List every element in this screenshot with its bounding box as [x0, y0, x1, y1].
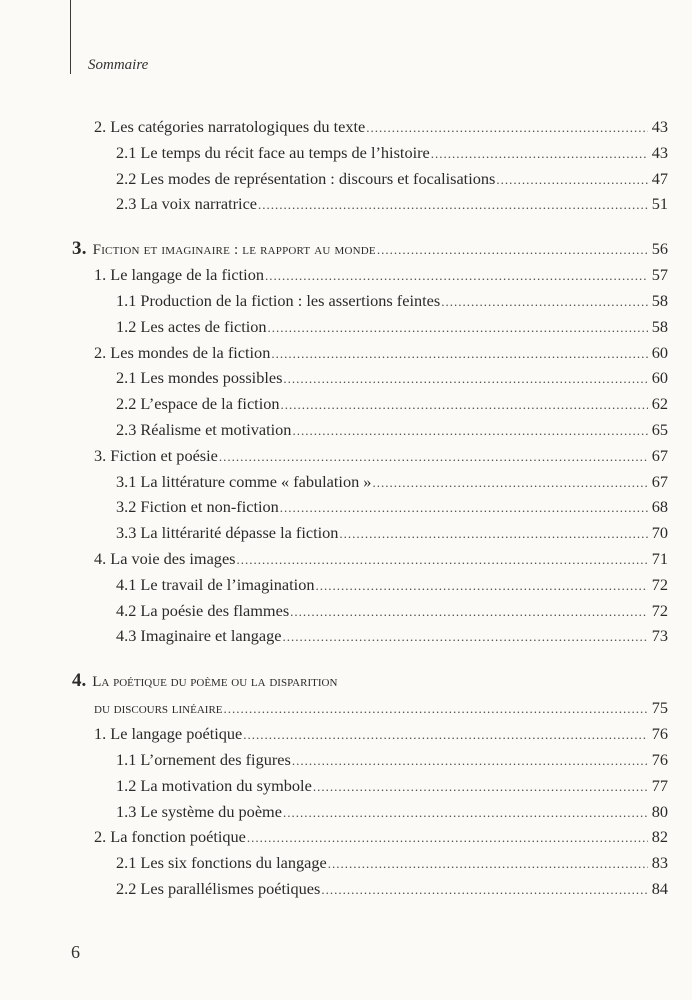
leader-dots — [496, 167, 648, 193]
toc-entry — [72, 520, 668, 546]
leader-dots — [292, 418, 648, 444]
toc-entry — [72, 288, 668, 314]
leader-dots — [281, 392, 648, 418]
leader-dots — [219, 444, 648, 470]
toc-entry-page: 76 — [651, 724, 668, 744]
toc-group-4 — [72, 721, 668, 902]
toc-entry-page: 72 — [651, 574, 668, 594]
leader-dots — [271, 341, 648, 367]
toc-entry — [72, 365, 668, 391]
toc-entry-page: 83 — [651, 853, 668, 873]
leader-dots — [315, 573, 648, 599]
toc-group-3 — [72, 262, 668, 649]
leader-dots — [280, 495, 648, 521]
chapter-3-heading — [72, 235, 668, 262]
toc-entry-label: 4. La voie des images — [94, 548, 236, 568]
leader-dots — [258, 192, 648, 218]
toc-entry-page: 60 — [651, 368, 668, 388]
toc-entry-label: 2.1 Les six fonctions du langage — [116, 853, 327, 873]
leader-dots — [313, 774, 648, 800]
toc-entry-page: 51 — [651, 194, 668, 214]
toc-entry-page: 58 — [651, 290, 668, 310]
table-of-contents — [72, 114, 668, 902]
toc-entry-label: 1.1 Production de la fiction : les assertions feintes — [116, 290, 441, 310]
leader-dots — [247, 825, 648, 851]
toc-entry-label: 3.1 La littérature comme « fabulation » — [116, 471, 372, 491]
toc-entry-label: 2. Les mondes de la fiction — [94, 342, 271, 362]
leader-dots — [224, 695, 649, 722]
toc-group-1 — [72, 114, 668, 217]
toc-entry — [72, 314, 668, 340]
toc-entry-page: 68 — [651, 497, 668, 517]
leader-dots — [237, 547, 648, 573]
leader-dots — [441, 289, 648, 315]
leader-dots — [366, 115, 648, 141]
toc-entry-page: 65 — [651, 419, 668, 439]
chapter-title-cont: du discours linéaire — [94, 701, 223, 718]
toc-entry-label: 3. Fiction et poésie — [94, 445, 218, 465]
toc-entry-page: 57 — [651, 265, 668, 285]
toc-entry — [72, 191, 668, 217]
toc-entry-label: 3.3 La littérarité dépasse la fiction — [116, 523, 339, 543]
toc-entry-page: 84 — [651, 878, 668, 898]
toc-entry — [72, 391, 668, 417]
toc-entry — [72, 572, 668, 598]
toc-entry-label: 4.3 Imaginaire et langage — [116, 626, 282, 646]
toc-entry-page: 70 — [651, 523, 668, 543]
toc-entry — [72, 166, 668, 192]
toc-entry-page: 72 — [651, 600, 668, 620]
leader-dots — [265, 263, 648, 289]
toc-entry-label: 2.1 Le temps du récit face au temps de l’histoire — [116, 142, 430, 162]
toc-entry-page: 58 — [651, 316, 668, 336]
leader-dots — [282, 624, 648, 650]
toc-entry-page: 43 — [651, 142, 668, 162]
leader-dots — [339, 521, 648, 547]
toc-entry — [72, 469, 668, 495]
toc-entry — [72, 340, 668, 366]
toc-entry-label: 1.3 Le système du poème — [116, 801, 282, 821]
toc-entry — [72, 824, 668, 850]
toc-entry-page: 77 — [651, 775, 668, 795]
leader-dots — [290, 599, 648, 625]
toc-entry-label: 1. Le langage de la fiction — [94, 265, 264, 285]
toc-entry — [72, 799, 668, 825]
leader-dots — [377, 236, 648, 263]
toc-entry-page: 60 — [651, 342, 668, 362]
toc-entry-page: 80 — [651, 801, 668, 821]
leader-dots — [243, 722, 648, 748]
running-head: Sommaire — [88, 57, 149, 73]
toc-entry — [72, 747, 668, 773]
toc-entry — [72, 598, 668, 624]
toc-entry-label: 1.2 La motivation du symbole — [116, 775, 312, 795]
toc-entry — [72, 623, 668, 649]
toc-entry — [72, 876, 668, 902]
toc-entry — [72, 494, 668, 520]
toc-entry-label: 2.2 Les parallélismes poétiques — [116, 878, 321, 898]
chapter-number: 3. — [72, 238, 87, 260]
toc-entry-page: 76 — [651, 749, 668, 769]
toc-entry-page: 73 — [651, 626, 668, 646]
toc-entry-label: 2.3 La voix narratrice — [116, 194, 258, 214]
leader-dots — [268, 315, 648, 341]
toc-entry — [72, 546, 668, 572]
leader-dots — [283, 366, 648, 392]
leader-dots — [283, 800, 648, 826]
toc-entry-page: 62 — [651, 394, 668, 414]
toc-entry — [72, 443, 668, 469]
toc-entry — [72, 114, 668, 140]
chapter-page: 56 — [651, 239, 668, 259]
toc-entry-page: 67 — [651, 445, 668, 465]
toc-entry-label: 1.1 L’ornement des figures — [116, 749, 291, 769]
toc-entry-label: 2.2 Les modes de représentation : discours et focalisations — [116, 168, 496, 188]
toc-entry — [72, 417, 668, 443]
toc-entry-label: 2.1 Les mondes possibles — [116, 368, 283, 388]
toc-entry-page: 43 — [651, 117, 668, 136]
toc-entry-page: 71 — [651, 548, 668, 568]
toc-entry-label: 1. Le langage poétique — [94, 724, 243, 744]
chapter-title: Fiction et imaginaire : le rapport au monde — [92, 242, 376, 259]
chapter-page: 75 — [651, 698, 668, 718]
chapter-number: 4. — [72, 670, 87, 692]
chapter-4-heading — [72, 667, 668, 721]
toc-entry — [72, 721, 668, 747]
toc-entry-label: 4.1 Le travail de l’imagination — [116, 574, 315, 594]
leader-dots — [372, 470, 648, 496]
margin-rule — [70, 0, 71, 74]
toc-entry-label: 2. La fonction poétique — [94, 827, 246, 847]
toc-entry-label: 2. Les catégories narratologiques du texte — [94, 117, 366, 136]
toc-entry-label: 4.2 La poésie des flammes — [116, 600, 290, 620]
toc-entry-page: 67 — [651, 471, 668, 491]
toc-entry-label: 2.3 Réalisme et motivation — [116, 419, 292, 439]
toc-entry — [72, 262, 668, 288]
leader-dots — [292, 748, 648, 774]
toc-entry-page: 82 — [651, 827, 668, 847]
toc-entry — [72, 140, 668, 166]
toc-entry-label: 1.2 Les actes de fiction — [116, 316, 267, 336]
leader-dots — [321, 877, 648, 903]
toc-entry — [72, 773, 668, 799]
page-number: 6 — [71, 942, 80, 962]
toc-entry-label: 2.2 L’espace de la fiction — [116, 394, 280, 414]
toc-entry-page: 47 — [651, 168, 668, 188]
chapter-title-line — [72, 667, 668, 694]
leader-dots — [431, 141, 648, 167]
chapter-title-line — [72, 694, 668, 721]
leader-dots — [328, 851, 648, 877]
chapter-title: La poétique du poème ou la disparition — [92, 674, 338, 691]
toc-entry-label: 3.2 Fiction et non-fiction — [116, 497, 279, 517]
toc-entry — [72, 850, 668, 876]
